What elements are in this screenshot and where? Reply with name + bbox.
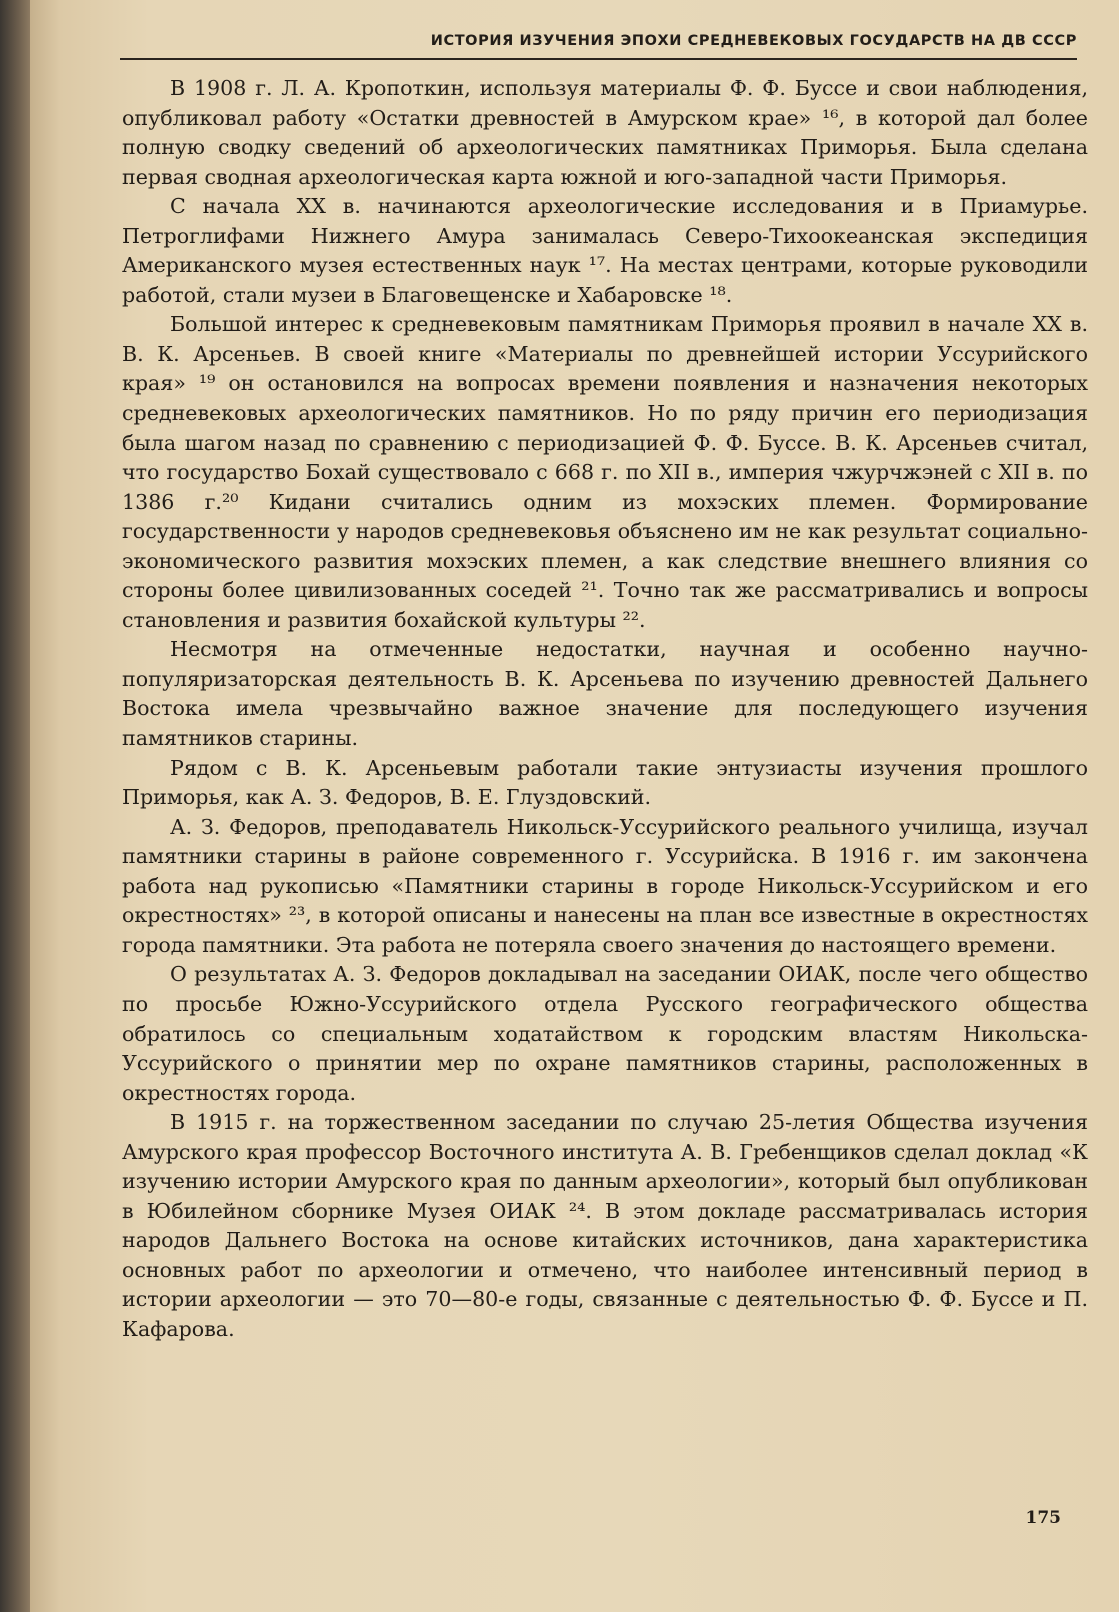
body-text	[122, 74, 1088, 1345]
paragraph: Несмотря на отмеченные недостатки, научная и особенно научно-популяризаторская деятельность В. К. Арсеньева по изучению древностей Дальнего Востока имела чрезвычайно важное значение для последующего изучения памятников старины.	[122, 637, 1088, 751]
paragraph: Рядом с В. К. Арсеньевым работали такие энтузиасты изучения прошлого Приморья, как А. З. Федоров, В. Е. Глуздовский.	[122, 755, 1088, 810]
paragraph: В 1908 г. Л. А. Кропоткин, используя материалы Ф. Ф. Буссе и свои наблюдения, опубликовал работу «Остатки древностей в Амурском крае» ¹⁶, в которой дал более полную сводку сведений об археологических памятниках Приморья. Была сделана первая сводная археологическая карта южной и юго-западной части Приморья.	[122, 76, 1088, 189]
paragraph: Большой интерес к средневековым памятникам Приморья проявил в начале XX в. В. К. Арсеньев. В своей книге «Материалы по древнейшей истории Уссурийского края» ¹⁹ он остановился на вопросах времени появления и назначения некоторых средневековых археологических памятников. Но по ряду причин его периодизация была шагом назад по сравнению с периодизацией Ф. Ф. Буссе. В. К. Арсеньев считал, что государство Бохай существовало с 668 г. по XII в., империя чжурчжэней с XII в. по 1386 г.²⁰ Кидани считались одним из мохэских племен. Формирование государственности у народов средневековья объяснено им не как результат социально-экономического развития мохэских племен, а как следствие внешнего влияния со стороны более цивилизованных соседей ²¹. Точно так же рассматривались и вопросы становления и развития бохайской культуры ²².	[122, 312, 1088, 632]
paragraph: В 1915 г. на торжественном заседании по случаю 25-летия Общества изучения Амурского края профессор Восточного института А. В. Гребенщиков сделал доклад «К изучению истории Амурского края по данным археологии», который был опубликован в Юбилейном сборнике Музея ОИАК ²⁴. В этом докладе рассматривалась история народов Дальнего Востока на основе китайских источников, дана характеристика основных работ по археологии и отмечено, что наиболее интенсивный период в истории археологии — это 70—80-е годы, связанные с деятельностью Ф. Ф. Буссе и П. Кафарова.	[122, 1110, 1088, 1341]
running-head: ИСТОРИЯ ИЗУЧЕНИЯ ЭПОХИ СРЕДНЕВЕКОВЫХ ГОСУДАРСТВ НА ДВ СССР	[120, 30, 1077, 60]
paragraph: О результатах А. З. Федоров докладывал на заседании ОИАК, после чего общество по просьбе Южно-Уссурийского отдела Русского географического общества обратилось со специальным ходатайством к городским властям Никольска-Уссурийского о принятии мер по охране памятников старины, расположенных в окрестностях города.	[122, 962, 1088, 1105]
paragraph: А. З. Федоров, преподаватель Никольск-Уссурийского реального училища, изучал памятники старины в районе современного г. Уссурийска. В 1916 г. им закончена работа над рукописью «Памятники старины в городе Никольск-Уссурийском и его окрестностях» ²³, в которой описаны и нанесены на план все известные в окрестностях города памятники. Эта работа не потеряла своего значения до настоящего времени.	[122, 814, 1088, 957]
paragraph: С начала XX в. начинаются археологические исследования и в Приамурье. Петроглифами Нижнего Амура занималась Северо-Тихоокеанская экспедиция Американского музея естественных наук ¹⁷. На местах центрами, которые руководили работой, стали музеи в Благовещенске и Хабаровске ¹⁸.	[122, 194, 1088, 307]
page-number: 175	[1025, 1508, 1061, 1528]
book-page	[30, 0, 1119, 1612]
book-binding-shadow	[0, 0, 30, 1612]
